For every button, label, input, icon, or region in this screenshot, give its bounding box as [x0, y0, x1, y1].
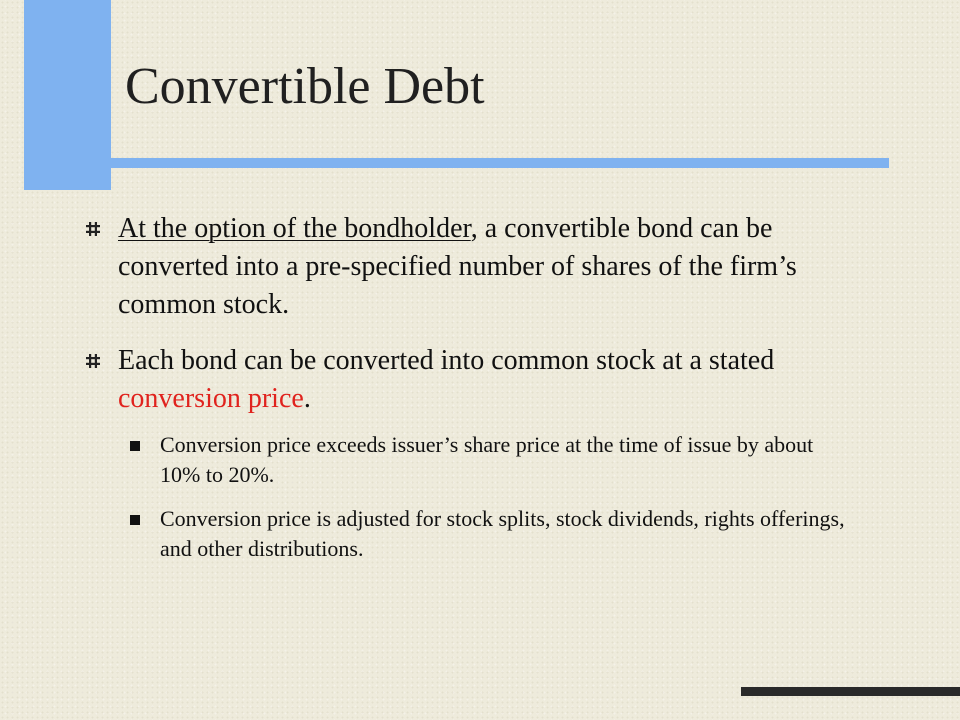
accent-vertical-bar	[24, 0, 111, 190]
bullet-item	[86, 210, 856, 324]
accent-horizontal-bar	[111, 158, 889, 168]
footer-bar	[741, 687, 960, 696]
square-bullet-icon	[130, 515, 140, 525]
conversion-price-highlight: conversion price	[118, 383, 304, 414]
bullet-text: Each bond can be converted into common stock at a stated	[118, 345, 775, 376]
slide-body	[86, 210, 856, 578]
hash-bullet-icon	[86, 222, 100, 236]
bullet-underlined-text: At the option of the bondholder	[118, 213, 471, 244]
hash-bullet-icon	[86, 354, 100, 368]
slide-title: Convertible Debt	[125, 58, 485, 115]
sub-bullet-text: Conversion price exceeds issuer’s share price at the time of issue by about 10% to 20%.	[160, 432, 814, 487]
bullet-text-end: .	[303, 383, 311, 414]
sub-bullet-list	[86, 430, 856, 564]
square-bullet-icon	[130, 441, 140, 451]
sub-bullet-item	[130, 430, 856, 490]
sub-bullet-item	[130, 504, 856, 564]
bullet-text: , a convertible bond can be converted into a pre-specified number of shares of the firm’s common stock.	[118, 213, 797, 320]
sub-bullet-text: Conversion price is adjusted for stock splits, stock dividends, rights offerings, and other distributions.	[160, 506, 845, 561]
bullet-item	[86, 342, 856, 418]
